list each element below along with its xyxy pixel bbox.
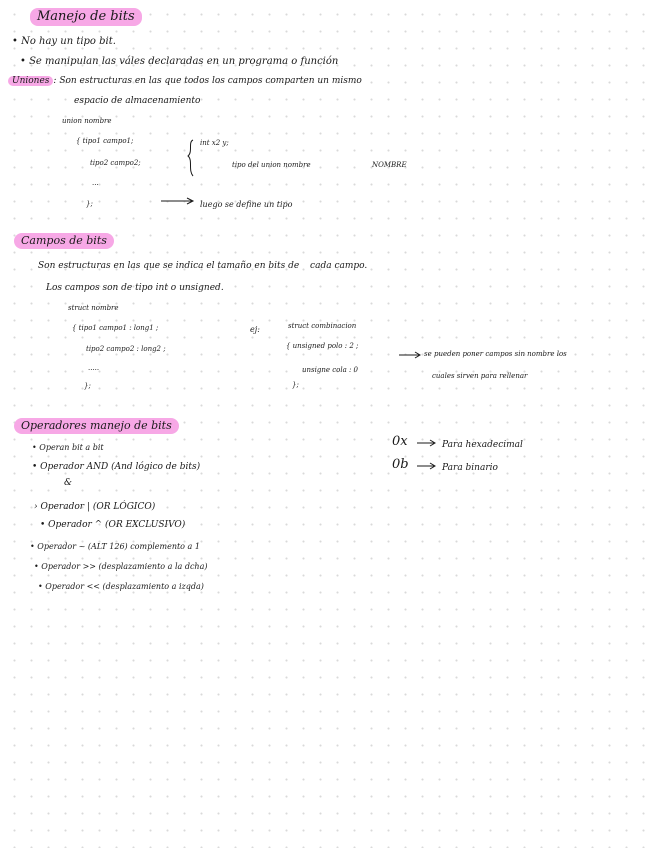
union-code-line-4: ... <box>92 179 99 187</box>
bullet-text: No hay un tipo bit. <box>21 36 116 47</box>
struct-note-2: cuales sirven para rellenar <box>432 372 528 380</box>
struct-note-1: se pueden poner campos sin nombre los <box>424 350 567 358</box>
arrow-right-icon <box>416 438 438 448</box>
operator-and-symbol: & <box>64 478 73 488</box>
uniones-text-continued: espacio de almacenamiento <box>74 96 201 106</box>
operator-item-text: Operador ^ (OR EXCLUSIVO) <box>48 520 186 530</box>
bullet-text: Se manipulan las váles declaradas en un programa o función <box>29 56 339 67</box>
bin-text: Para binario <box>442 463 498 473</box>
campos-text-1a: Son estructuras en las que se indica el tamaño en bits de <box>38 261 300 271</box>
operator-item-2: • Operador AND (And lógico de bits) <box>32 462 201 472</box>
struct-code-line-4: ..... <box>88 364 100 372</box>
union-code-line-3: tipo2 campo2; <box>90 159 141 167</box>
union-code-line-2: { tipo1 campo1; <box>76 137 134 145</box>
operator-item-7: • Operador << (desplazamiento a izqda) <box>38 582 204 591</box>
hex-text: Para hexadecimal <box>442 440 523 450</box>
struct-code-line-2: { tipo1 campo1 : long1 ; <box>72 324 159 332</box>
union-code-line-1: union nombre <box>62 117 112 125</box>
hex-prefix: 0x <box>392 434 408 449</box>
struct-code-line-1: struct nombre <box>68 304 119 312</box>
campos-text-2: Los campos son de tipo int o unsigned. <box>46 283 224 293</box>
struct-example-label: ej: <box>250 325 260 334</box>
campos-text-1b: cada campo. <box>310 261 368 271</box>
struct-example-line-3: unsigne cola : 0 <box>302 366 359 374</box>
struct-example-line-4: }; <box>292 381 299 389</box>
union-name-caps: NOMBRE <box>372 161 407 169</box>
uniones-definition <box>8 76 362 86</box>
struct-example-line-2: { unsigned polo : 2 ; <box>286 342 359 350</box>
operator-item-text: Operador AND (And lógico de bits) <box>40 462 201 472</box>
operator-item-text: Operador >> (desplazamiento a la dcha) <box>41 562 208 571</box>
operator-item-5: • Operador ~ (ALT 126) complemento a 1 <box>30 542 200 551</box>
section-title-manejo-de-bits: Manejo de bits <box>30 8 142 26</box>
curly-brace-icon <box>185 138 197 178</box>
section-title-campos-de-bits: Campos de bits <box>14 233 114 249</box>
operator-item-text: Operan bit a bit <box>39 443 104 452</box>
operator-item-text: Operador << (desplazamiento a izqda) <box>45 582 204 591</box>
section-title-operadores: Operadores manejo de bits <box>14 418 179 434</box>
operator-item-1: • Operan bit a bit <box>32 443 104 452</box>
campos-text-1 <box>38 261 367 271</box>
bullet-manipulan-variables: • Se manipulan las váles declaradas en un programa o función <box>20 56 339 67</box>
operator-item-6: • Operador >> (desplazamiento a la dcha) <box>34 562 208 571</box>
struct-code-line-5: }; <box>84 382 91 390</box>
operator-item-4: • Operador ^ (OR EXCLUSIVO) <box>40 520 186 530</box>
bin-prefix: 0b <box>392 457 409 472</box>
union-type-note: tipo del union nombre <box>232 161 311 169</box>
operator-item-text: Operador | (OR LÓGICO) <box>40 502 156 512</box>
bullet-no-tipo-bit: • No hay un tipo bit. <box>12 36 116 47</box>
operator-item-text: Operador ~ (ALT 126) complemento a 1 <box>37 542 200 551</box>
union-code-line-5: }; <box>86 200 93 208</box>
struct-code-line-3: tipo2 campo2 : long2 ; <box>86 345 166 353</box>
uniones-text: : Son estructuras en las que todos los campos comparten un mismo <box>53 76 362 86</box>
arrow-right-icon <box>398 350 422 360</box>
arrow-right-icon <box>416 461 438 471</box>
arrow-right-icon <box>160 196 196 206</box>
union-arrow-note: luego se define un tipo <box>200 200 293 209</box>
struct-example-line-1: struct combinacion <box>288 322 357 330</box>
operator-item-3: › Operador | (OR LÓGICO) <box>34 502 156 512</box>
uniones-tag: Uniones <box>8 76 53 86</box>
union-brace-note: int x2 y; <box>200 139 229 147</box>
